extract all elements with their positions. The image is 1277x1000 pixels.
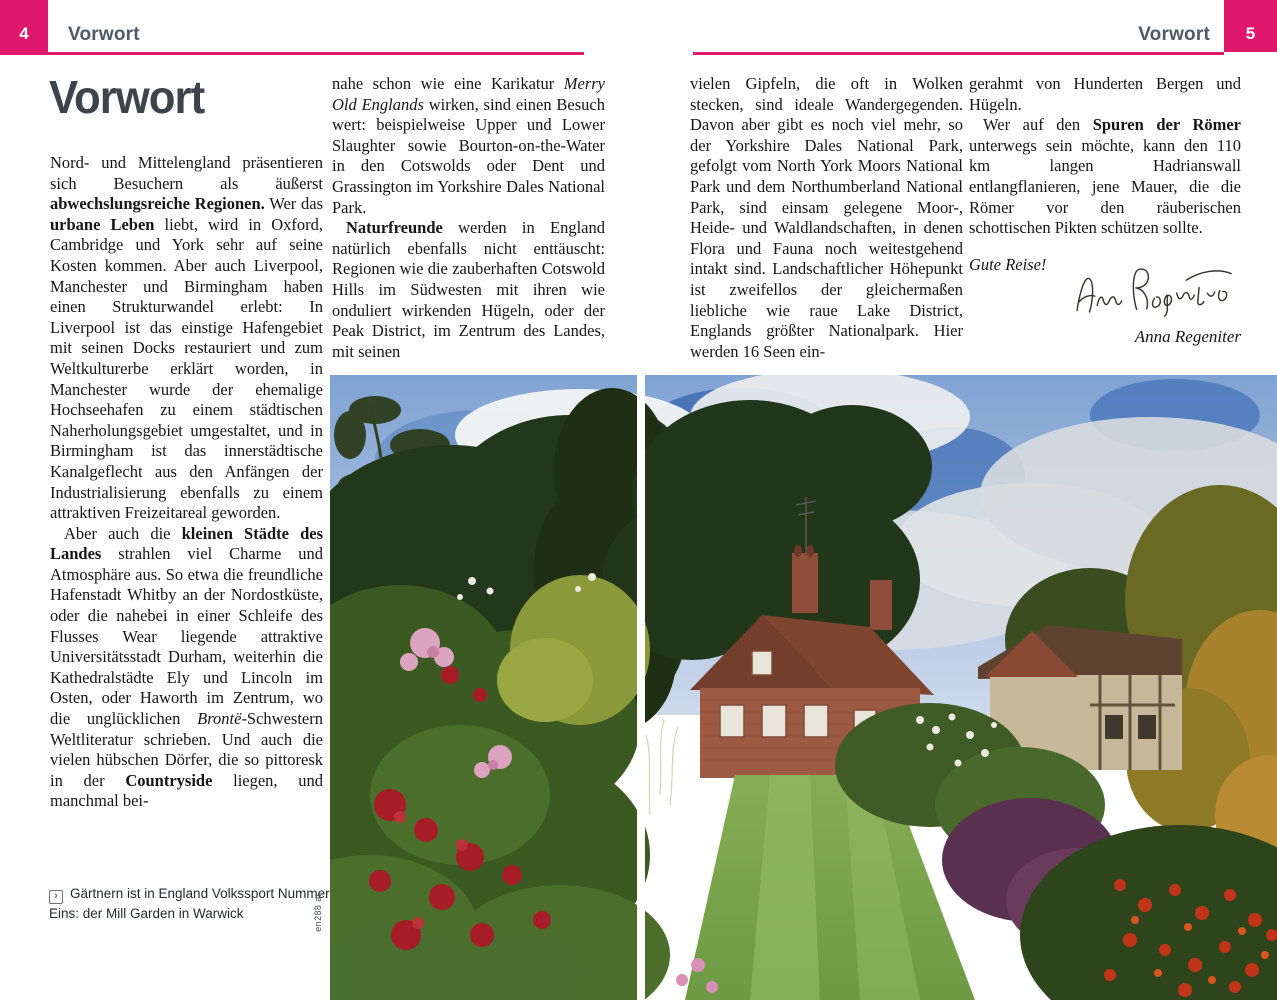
text-run: unterwegs sein möchte, kann den 110 km langen Hadrianswall entlangflanieren, jene Mauer, die die Römer vor den räuberischen schottischen Pikten schützen sollte.: [969, 135, 1241, 238]
caption-text: Gärtnern ist in England Volkssport Nummer Eins: der Mill Garden in Warwick: [49, 886, 330, 921]
text-run: Aber auch die: [64, 523, 182, 543]
signature-handwriting: [1070, 254, 1237, 326]
text-run: liegen, und manchmal bei-: [50, 770, 323, 811]
text-run: Naturfreunde: [346, 218, 443, 238]
text-run: Wer das: [264, 194, 323, 214]
paragraph: [332, 74, 605, 218]
author-name: Anna Regeniter: [1134, 327, 1241, 347]
text-column-3: [690, 74, 963, 362]
paragraph: [50, 153, 323, 524]
text-run: kleinen Städte des Landes: [50, 523, 323, 564]
chapter-title: Vorwort: [49, 71, 205, 123]
text-run: Wer auf den: [983, 115, 1093, 135]
paragraph: [50, 524, 323, 812]
text-run: Merry Old Englands: [332, 74, 605, 114]
paragraph: [969, 74, 1241, 115]
text-run: werden in England natürlich ebenfalls nicht enttäuscht: Regionen wie die zauberhaften Cotswold Hills im Südwesten mit ihren wie onduliert wirkenden Hügeln, oder der Peak District, im Zentrum des Landes, mit seinen: [332, 218, 605, 361]
text-run: gerahmt von Hunderten Bergen und Hügeln.: [969, 74, 1241, 114]
paragraph: [332, 218, 605, 362]
text-column-2: [332, 74, 605, 362]
paragraph: [690, 74, 963, 362]
text-run: wirken, sind einen Besuch wert: beispielweise Upper und Lower Slaughter sowie Bourton-on-the-Water in den Cotswolds oder Dent und Grassington im Yorkshire Dales National Park.: [332, 94, 605, 217]
photo-credit: en288 ar: [313, 893, 323, 932]
photo-caption: [49, 884, 341, 923]
farewell-line: Gute Reise!: [969, 254, 1047, 274]
garden-photo: [330, 375, 1277, 1000]
text-run: liebt, wird in Oxford, Cambridge und York sehr auf seine Kosten kommen. Aber auch Liverpool, Manchester und Birmingham haben einen Strukturwandel erlebt: In Liverpool ist das einstige Hafengebiet mit seinen Docks restauriert und zum Weltkulturerbe erklärt worden, in Manchester wurde der ehemalige Hochseehafen zu einem städtischen Naherholungsgebiet umgestaltet, und in Birmingham ist das innerstädtische Kanalgeflecht aus den Anfängen der Industrialisierung ebenfalls zu einem attraktiven Freizeitareal geworden.: [50, 214, 323, 523]
text-run: -Schwestern Weltliteratur schrieben. Und auch die vielen hübschen Dörfer, die so pittoresk in der: [50, 709, 323, 790]
text-run: strahlen viel Charme und Atmosphäre aus. So etwa die freundliche Hafenstadt Whitby an der Nordostküste, oder die nahebei in einer Schleife des Flusses Wear liegende attraktive Universitätsstadt Durham, weiterhin die Kathedralstädte Ely und Lincoln im Osten, oder Haworth im Zentrum, wo die unglücklichen: [50, 544, 323, 729]
text-run: Countryside: [125, 770, 213, 790]
text-column-1: [50, 153, 323, 812]
paragraph: [969, 115, 1241, 239]
text-run: Spuren der Römer: [1092, 115, 1241, 135]
running-head-left: Vorwort: [68, 24, 140, 45]
header-rule-right: [693, 52, 1224, 55]
page-gutter: [637, 375, 645, 1000]
text-run: urbane Leben: [50, 214, 155, 234]
text-run: vielen Gipfeln, die oft in Wolken stecken, sind ideale Wandergegenden. Davon aber gibt es noch viel mehr, so der Yorkshire Dales National Park, gefolgt vom North York Moors National Park und dem Northumberland National Park, sind einsam gelegene Moor-, Heide- und Waldlandschaften, in denen Flora und Fauna noch weitestgehend intakt sind. Landschaftlicher Höhepunkt ist zweifellos der gleichermaßen liebliche wie raue Lake District, Englands größter Nationalpark. Hier werden 16 Seen ein-: [690, 74, 963, 361]
text-run: Brontë: [197, 709, 242, 729]
text-run: nahe schon wie eine Karikatur: [332, 74, 564, 93]
text-run: Nord- und Mittelengland präsentieren sich Besuchern als äußerst: [50, 153, 323, 193]
running-head-right: Vorwort: [1138, 24, 1210, 45]
text-run: abwechslungsreiche Regionen.: [50, 194, 265, 214]
header-rule-left: [0, 52, 584, 55]
page-number-right: 5: [1224, 0, 1277, 52]
page-number-left: 4: [0, 0, 48, 52]
caption-marker-icon: ›: [49, 890, 63, 904]
